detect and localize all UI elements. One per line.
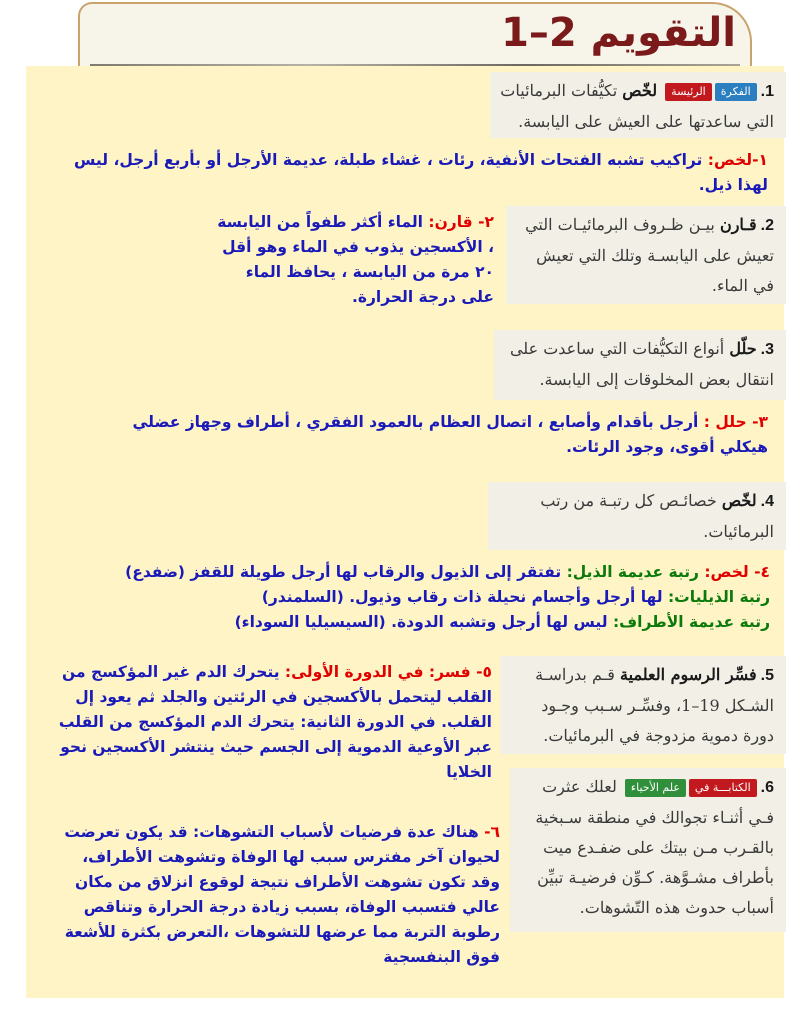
answer-4-row-3 [90, 610, 770, 635]
question-text: قـم بدراسـة الشـكل 19–1، وفسِّـر سـبب وجـود دورة دموية مزدوجة في البرمائيات. [535, 665, 774, 745]
answer-label: ٣- حلل : [703, 413, 768, 431]
answer-label: ٤- لخص: [704, 563, 770, 581]
question-number: 6. [760, 779, 774, 796]
answer-label: ١-لخص: [707, 151, 768, 169]
question-keyword: لخّص [721, 491, 757, 510]
answer-5 [40, 660, 492, 785]
question-5 [500, 656, 786, 754]
question-number: 2. [760, 217, 774, 234]
question-6 [510, 768, 786, 932]
answer-text-2: يتحرك الدم المؤكسج من القلب عبر الأوعية الدموية إلى الجسم حيث ينتشر الأكسجين نحو الخلايا [58, 713, 492, 781]
question-3 [494, 330, 786, 400]
question-text: بيـن ظـروف البرمائيـات التي تعيش على اليابسـة وتلك التي تعيش في الماء. [525, 215, 774, 295]
question-number: 1. [760, 83, 774, 100]
question-number: 4. [760, 493, 774, 510]
answer-text: تراكيب تشبه الفتحات الأنفية، رئات ، غشاء طبلة، عديمة الأرجل أو بأربع أرجل، ليس لهذا ذيل. [74, 151, 768, 194]
answer-label: ٢- قارن: [428, 213, 494, 231]
answer-text: الماء أكثر طفواً من اليابسة ، الأكسجين يذوب في الماء وهو أقل ٢٠ مرة من اليابسة ، يحافظ الماء على درجة الحرارة. [217, 213, 494, 306]
answer-label: ٥- فسر: في الدورة الأولى: [284, 663, 492, 681]
order-text: لها أرجل وأجسام نحيلة ذات رقاب وذيول. (السلمندر) [261, 588, 668, 606]
question-keyword: لخّص [622, 81, 658, 100]
question-keyword: فسِّر الرسوم العلمية [620, 665, 757, 684]
answer-4 [90, 560, 770, 635]
answer-label: ٦- [484, 823, 500, 841]
badge-main-idea: الفكرة [715, 83, 757, 101]
answer-3 [92, 410, 768, 460]
question-text: تكيُّفات البرمائيات التي ساعدتها على العيش على اليابسة. [500, 81, 774, 131]
answer-4-row-2 [90, 585, 770, 610]
answer-text: أرجل بأقدام وأصابع ، اتصال العظام بالعمود الفقري ، أطراف وجهاز عضلي هيكلي أقوى، وجود الرئات. [132, 413, 768, 456]
question-2 [506, 206, 786, 304]
answer-text: هناك عدة فرضيات لأسباب التشوهات: قد يكون تعرضت لحيوان آخر مفترس سبب لها الوفاة وتشوهت الأطراف، وقد تكون تشوهت الأطراف نتيجة لوقوع انزلاق من مكان عالي فتسبب الوفاة، بسبب زيادة درجة الحرارة وتناقص رطوبة التربة مما عرضها للتشوهات ،التعرض بكثرة للأشعة فوق البنفسجية [64, 823, 500, 966]
answer-4-row-1 [90, 560, 770, 585]
answer-2 [214, 210, 494, 310]
badge-main: الرئيسة [665, 83, 712, 101]
question-4 [488, 482, 786, 550]
question-1 [490, 72, 786, 138]
answer-label-2: في الدورة الثانية: [300, 713, 442, 731]
order-text: تفتقر إلى الذيول والرقاب لها أرجل طويلة للقفز (ضفدع) [125, 563, 567, 581]
order-name: رتبة الذيليات: [667, 588, 770, 606]
order-name: رتبة عديمة الأطراف: [612, 613, 770, 631]
answer-text: يتحرك الدم غير المؤكسج من القلب ليتحمل بالأكسجين في الرئتين والجلد ثم يعود إل القلب. [62, 663, 492, 731]
question-text: خصائـص كل رتبـة من رتب البرمائيات. [540, 491, 774, 541]
badge-biology: علم الأحياء [625, 779, 686, 797]
order-name: رتبة عديمة الذيل: [566, 563, 705, 581]
question-keyword: حلّل [729, 339, 757, 358]
answer-1 [48, 148, 768, 198]
question-number: 3. [760, 341, 774, 358]
page-title: التقويم 2–1 [501, 10, 736, 56]
question-number: 5. [760, 667, 774, 684]
question-keyword: قـارن [719, 215, 757, 234]
question-text: أنواع التكيُّفات التي ساعدت على انتقال بعض المخلوقات إلى اليابسة. [509, 339, 774, 389]
answer-6 [60, 820, 500, 970]
badge-writing: الكتابـــة في [689, 779, 757, 797]
order-text: ليس لها أرجل وتشبه الدودة. (السيسيليا السوداء) [234, 613, 613, 631]
question-text: لعلك عثرت فـي أثنـاء تجوالك في منطقة سـبخية بالقـرب مـن بيتك على ضفـدع ميت بأطراف مشـوَّهة. كـوِّن فرضيـة تبيِّن أسباب حدوث هذه التّشوهات. [535, 777, 774, 917]
